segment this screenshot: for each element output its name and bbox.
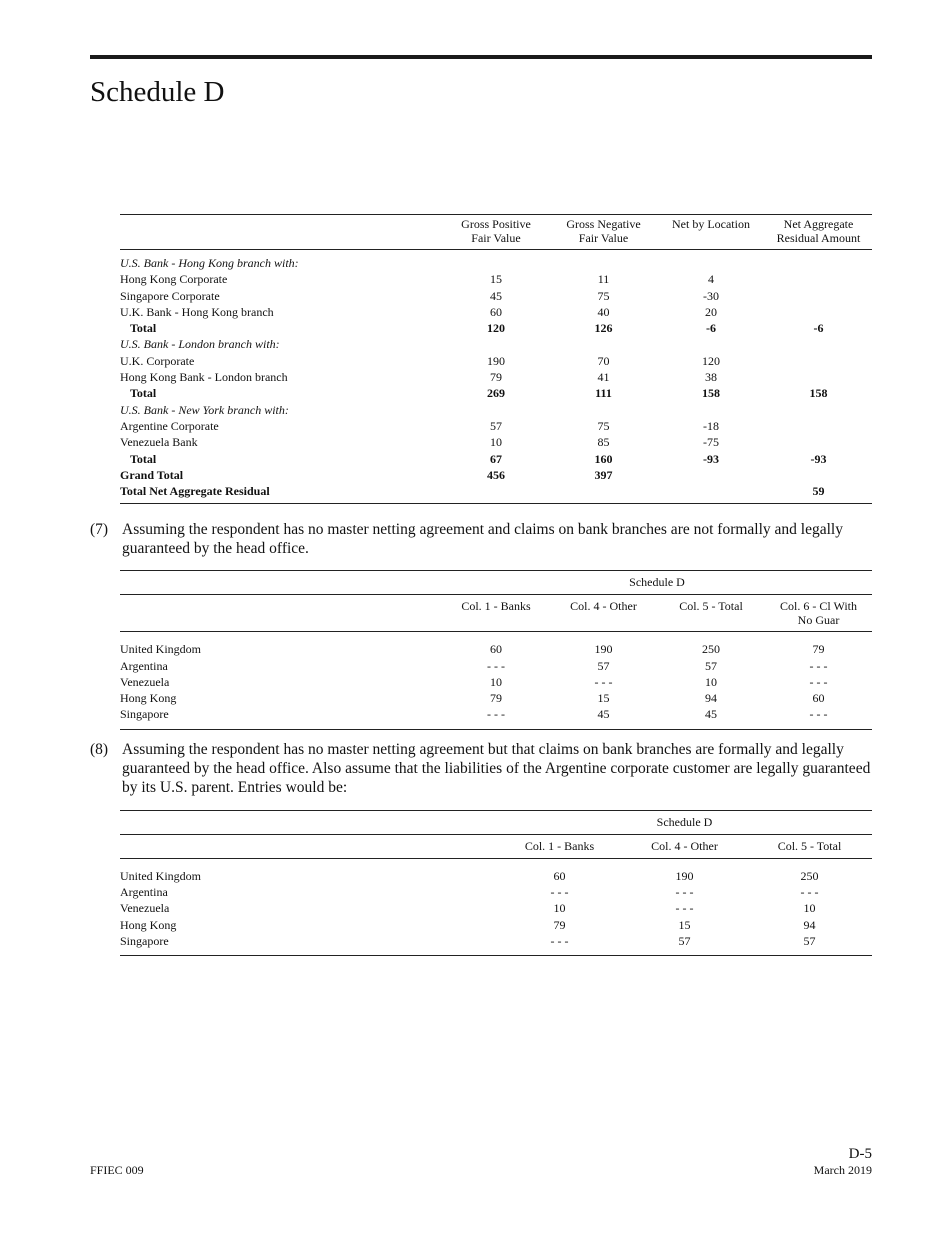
net-location-cell: 4 [708, 272, 714, 287]
gross-positive-cell: 269 [487, 386, 505, 401]
caption-blank [120, 571, 442, 595]
table-row [120, 917, 872, 933]
row-label: Hong Kong Bank - London branch [120, 370, 288, 385]
gross-positive-cell: 60 [490, 304, 502, 319]
country-label: Venezuela [120, 674, 170, 689]
section-row [120, 402, 872, 418]
row-label: Argentine Corporate [120, 418, 219, 433]
schedule-caption-row [120, 811, 872, 835]
row-label: Venezuela Bank [120, 435, 198, 450]
country-label: Singapore [120, 933, 169, 948]
gross-negative-cell [550, 483, 657, 504]
header-line: Gross Positive [461, 217, 531, 231]
value-cell-c1: - - - [550, 885, 569, 900]
gross-positive-cell: 15 [490, 272, 502, 287]
value-cell-c4: 45 [597, 707, 610, 722]
header-col-5: Col. 5 - Total [747, 835, 872, 859]
gross-negative-cell: 160 [594, 451, 613, 466]
gross-negative-cell: 85 [597, 435, 610, 450]
country-label: Hong Kong [120, 917, 177, 932]
gross-negative-cell: 126 [594, 321, 613, 336]
header-blank [120, 595, 442, 632]
gross-negative-cell: 40 [597, 304, 610, 319]
table-row [120, 900, 872, 916]
net-residual-cell [765, 467, 872, 483]
country-label: United Kingdom [120, 868, 201, 883]
header-line: Residual Amount [776, 230, 861, 245]
table-row [120, 674, 872, 690]
row-label: Total Net Aggregate Residual [120, 484, 270, 499]
net-residual-cell: 158 [809, 386, 828, 401]
gross-positive-cell: 45 [490, 288, 502, 303]
value-cell-c4: 15 [678, 917, 691, 932]
schedule-caption: Schedule D [497, 811, 872, 835]
table-row [120, 288, 872, 304]
header-line: Gross Negative [566, 217, 641, 231]
value-cell-c4: - - - [594, 674, 613, 689]
row-label: Total [130, 451, 157, 466]
table-row [120, 271, 872, 287]
net-location-cell [657, 483, 765, 504]
gross-positive-cell: 190 [487, 353, 505, 368]
country-label: Argentina [120, 885, 168, 900]
top-rule [90, 55, 872, 59]
gross-positive-cell: 120 [487, 321, 505, 336]
header-col-4 [550, 595, 657, 632]
net-location-cell: 158 [702, 386, 720, 401]
net-residual-cell [765, 304, 872, 320]
total-row [120, 451, 872, 467]
section-label: U.S. Bank - New York branch with: [120, 402, 289, 417]
table-header-row [120, 595, 872, 632]
value-cell-c4: - - - [675, 885, 694, 900]
footer-right [814, 1146, 872, 1177]
section-label: U.S. Bank - Hong Kong branch with: [120, 256, 299, 270]
value-cell-c5: 250 [800, 868, 819, 883]
header-net-by-location [657, 215, 765, 250]
gross-negative-cell: 70 [597, 353, 610, 368]
gross-positive-cell: 456 [487, 467, 505, 482]
header-col-5 [657, 595, 765, 632]
table-row [120, 369, 872, 385]
net-residual-cell [765, 369, 872, 385]
note-7-text: Assuming the respondent has no master netting agreement and claims on bank branches are not formally and legally guaranteed by the head office. [122, 521, 843, 557]
header-col-1: Col. 1 - Banks [497, 835, 622, 859]
net-location-cell: -30 [703, 288, 719, 303]
net-location-cell: 38 [705, 370, 717, 385]
schedule-d-table-8 [120, 810, 872, 956]
section-row [120, 336, 872, 352]
note-8-text: Assuming the respondent has no master netting agreement but that claims on bank branches are formally and legally guaranteed by the head office. Also assume that the liabilities of the Argentine corporate customer are legally guaranteed by its U.S. parent. Entries would be: [122, 741, 871, 796]
value-cell-c6: 60 [812, 691, 825, 706]
footer-date: March 2019 [813, 1163, 872, 1177]
row-label: Grand Total [120, 467, 184, 482]
value-cell-c5: 45 [705, 707, 717, 722]
net-location-cell: -18 [703, 418, 719, 433]
page-title: Schedule D [90, 76, 225, 108]
gross-negative-cell: 41 [597, 370, 610, 385]
table-header-row [120, 215, 872, 250]
value-cell-c6: - - - [809, 707, 828, 722]
header-col-1 [442, 595, 550, 632]
gross-positive-cell [442, 483, 550, 504]
value-cell-c4: 57 [678, 933, 691, 948]
gross-positive-cell: 10 [490, 435, 502, 450]
net-residual-cell [765, 418, 872, 434]
table-row [120, 858, 872, 884]
header-col-4: Col. 4 - Other [622, 835, 747, 859]
value-cell-c5: 94 [803, 917, 816, 932]
row-label: Total [130, 386, 157, 401]
table-row [120, 434, 872, 450]
header-gross-positive [442, 215, 550, 250]
header-gross-negative [550, 215, 657, 250]
footer-form-id: FFIEC 009 [90, 1163, 144, 1177]
gross-negative-cell: 11 [597, 272, 610, 287]
note-7-number: (7) [90, 521, 109, 538]
gross-positive-cell: 57 [490, 418, 502, 433]
table-row [120, 353, 872, 369]
value-cell-c1: - - - [487, 658, 505, 673]
country-label: United Kingdom [120, 642, 201, 657]
net-location-cell: 120 [702, 353, 720, 368]
note-8 [90, 740, 872, 797]
net-residual-cell [765, 434, 872, 450]
value-cell-c1: 60 [490, 642, 502, 657]
schedule-d-table-8-body [120, 858, 872, 955]
row-label: U.K. Corporate [120, 353, 195, 368]
page-number: D-5 [848, 1146, 872, 1162]
value-cell-c1: - - - [550, 933, 569, 948]
value-cell-c6: 79 [812, 642, 825, 657]
gross-negative-cell: 75 [597, 288, 610, 303]
fair-value-table [120, 214, 872, 504]
table-row [120, 933, 872, 956]
value-cell-c5: - - - [800, 885, 819, 900]
value-cell-c5: 250 [702, 642, 720, 657]
fair-value-table-body [120, 250, 872, 504]
caption-blank [120, 811, 497, 835]
header-line: Net Aggregate [783, 217, 854, 231]
value-cell-c1: 79 [553, 917, 566, 932]
value-cell-c6: - - - [809, 674, 828, 689]
header-blank [120, 835, 497, 859]
row-label: Hong Kong Corporate [120, 272, 228, 287]
header-line: Col. 4 - Other [570, 599, 637, 614]
header-line: Fair Value [471, 230, 521, 245]
net-residual-cell: -6 [813, 321, 824, 336]
net-residual-cell: -93 [810, 451, 827, 466]
value-cell-c5: 10 [803, 901, 816, 916]
row-label: Singapore Corporate [120, 288, 220, 303]
header-line: Col. 6 - Cl With [780, 599, 857, 614]
value-cell-c5: 57 [705, 658, 717, 673]
header-line: Col. 1 - Banks [461, 599, 531, 614]
section-label: U.S. Bank - London branch with: [120, 337, 280, 352]
header-line: Net by Location [672, 217, 750, 231]
note-8-number: (8) [90, 741, 109, 758]
value-cell-c4: 57 [597, 658, 610, 673]
country-label: Hong Kong [120, 691, 177, 706]
net-residual-cell: 59 [812, 484, 825, 499]
net-location-cell: -6 [706, 321, 716, 336]
value-cell-c4: 190 [675, 868, 694, 883]
schedule-caption: Schedule D [442, 571, 872, 595]
value-cell-c4: - - - [675, 901, 694, 916]
value-cell-c4: 190 [594, 642, 613, 657]
value-cell-c5: 10 [705, 674, 717, 689]
table-row [120, 690, 872, 706]
table-row [120, 884, 872, 900]
value-cell-c5: 57 [803, 933, 816, 948]
header-net-aggregate [765, 215, 872, 250]
section-row [120, 250, 872, 272]
gross-negative-cell: 75 [597, 418, 610, 433]
header-line: Fair Value [578, 230, 629, 245]
value-cell-c6: - - - [809, 658, 828, 673]
net-location-cell [657, 467, 765, 483]
value-cell-c1: 10 [553, 901, 566, 916]
header-blank [120, 215, 442, 250]
table-row [120, 304, 872, 320]
net-location-cell: 20 [705, 304, 717, 319]
gross-positive-cell: 67 [490, 451, 502, 466]
table-row [120, 418, 872, 434]
country-label: Singapore [120, 707, 169, 722]
net-residual-cell [765, 353, 872, 369]
header-line: No Guar [797, 612, 840, 627]
table-row [120, 632, 872, 658]
gross-positive-cell: 79 [490, 370, 502, 385]
total-row [120, 320, 872, 336]
header-col-6 [765, 595, 872, 632]
net-residual-cell [765, 271, 872, 287]
schedule-d-table-7-body [120, 632, 872, 729]
gross-negative-cell: 111 [595, 386, 612, 401]
total-row [120, 385, 872, 401]
table-row [120, 658, 872, 674]
schedule-caption-row [120, 571, 872, 595]
value-cell-c1: 79 [490, 691, 502, 706]
total-row [120, 467, 872, 483]
net-location-cell: -75 [703, 435, 719, 450]
table-header-row [120, 835, 872, 859]
value-cell-c1: 60 [553, 868, 566, 883]
table-row [120, 706, 872, 729]
net-residual-cell [765, 288, 872, 304]
note-7 [90, 520, 872, 558]
row-label: U.K. Bank - Hong Kong branch [120, 304, 274, 319]
gross-negative-cell: 397 [594, 467, 613, 482]
value-cell-c4: 15 [597, 691, 610, 706]
country-label: Argentina [120, 658, 168, 673]
value-cell-c1: 10 [490, 674, 502, 689]
country-label: Venezuela [120, 901, 170, 916]
value-cell-c5: 94 [705, 691, 717, 706]
net-location-cell: -93 [703, 451, 719, 466]
total-row [120, 483, 872, 504]
value-cell-c1: - - - [487, 707, 505, 722]
schedule-d-table-7 [120, 570, 872, 730]
row-label: Total [130, 321, 157, 336]
header-line: Col. 5 - Total [679, 599, 743, 614]
